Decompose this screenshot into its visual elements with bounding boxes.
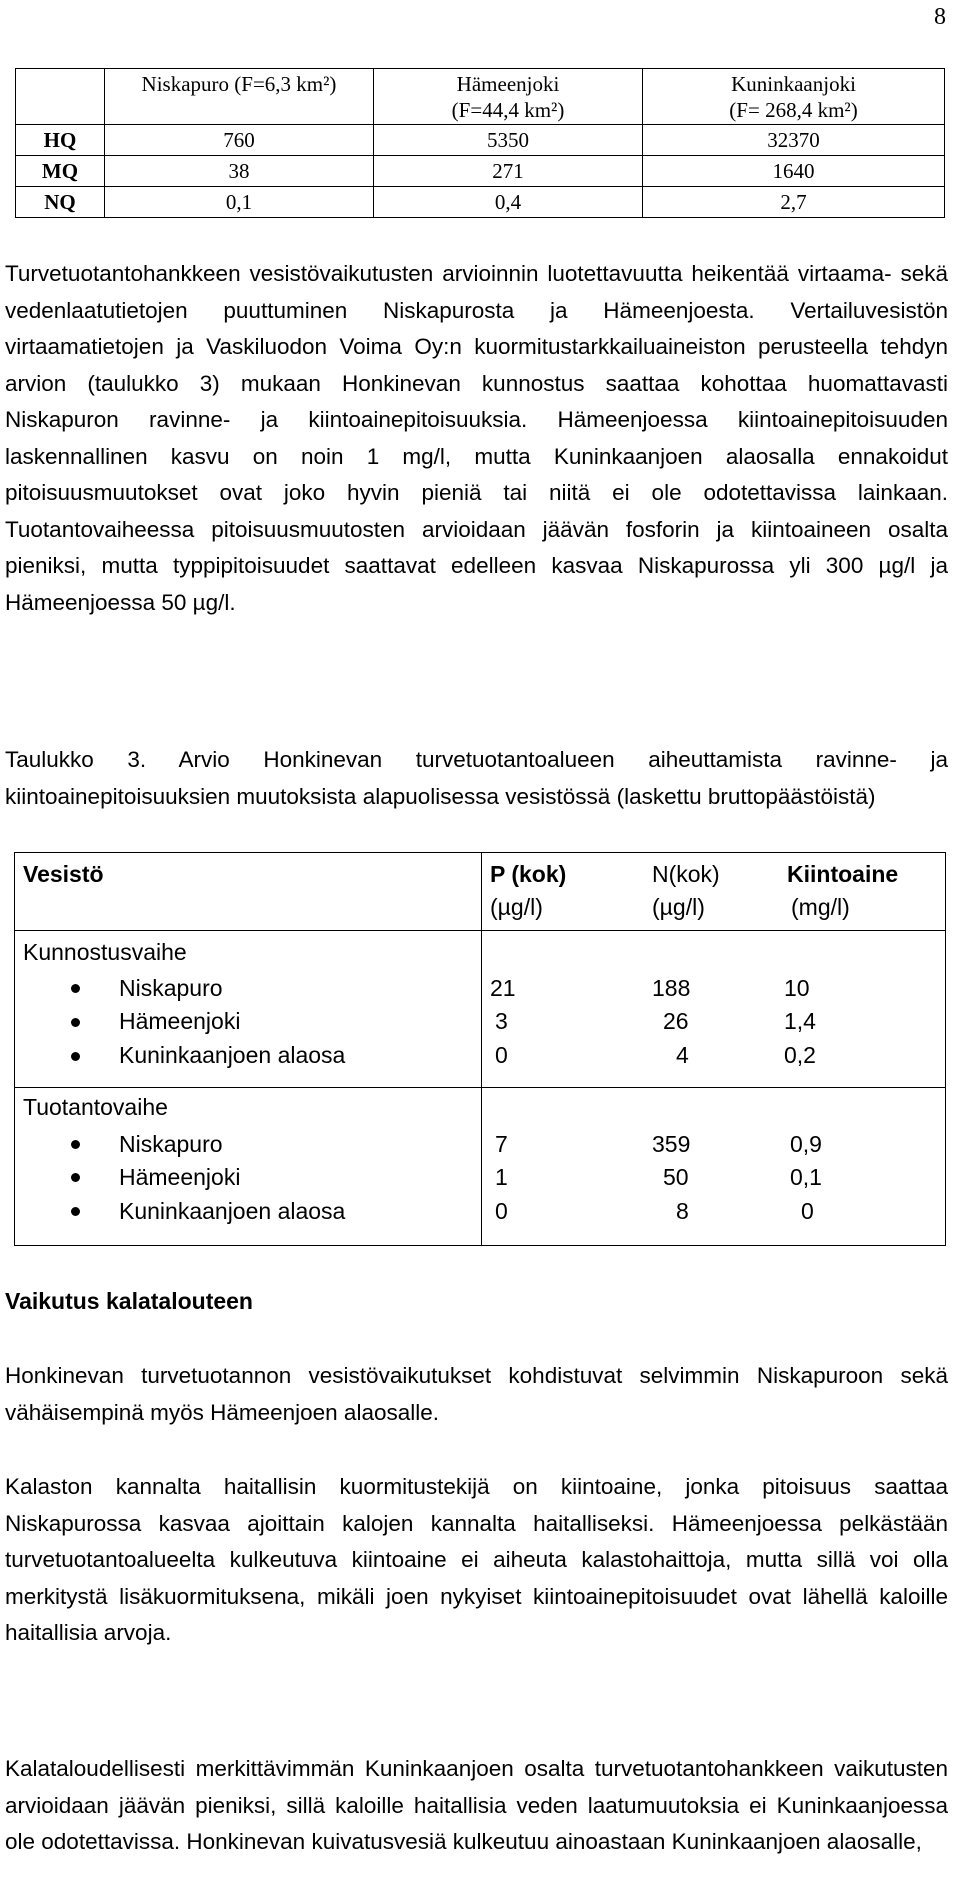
paragraph-water-quality: Turvetuotantohankkeen vesistövaikutusten arvioinnin luotettavuutta heikentää virtaama- sekä vedenlaatutietojen puuttuminen Niskapurosta ja Hämeenjoesta. Vertailuvesistön virtaamatietojen ja Vaskiluodon Voima Oy:n kuormitustarkkailuaineiston perusteella tehdyn arvion (taulukko 3) mukaan Honkinevan kunnostus saattaa kohottaa huomattavasti Niskapuron ravinne- ja kiintoainepitoisuuksia. Hämeenjoessa kiintoainepitoisuuden laskennallinen kasvu on noin 1 mg/l, mutta Kuninkaanjoen alaosalla ennakoidut pitoisuusmuutokset ovat joko hyvin pieniä tai niitä ei ole odotettavissa lainkaan. Tuotantovaiheessa pitoisuusmuutosten arvioidaan jäävän fosforin ja kiintoaineen osalta pieniksi, mutta typpipitoisuudet saattavat edelleen kasvaa Niskapurossa yli 300 µg/l ja Hämeenjoessa 50 µg/l.	[5, 261, 948, 615]
page-number: 8	[934, 4, 946, 30]
bullet-icon	[71, 1140, 80, 1149]
header-p-unit: (µg/l)	[490, 894, 543, 920]
flow-header-hameenjoki: Hämeenjoki (F=44,4 km²)	[374, 69, 643, 125]
cell-p: 0	[495, 1042, 508, 1068]
cell-kuninkaanjoki: 32370	[643, 125, 945, 156]
row-name: Niskapuro	[119, 975, 223, 1001]
cell-n: 8	[676, 1198, 689, 1224]
bullet-icon	[71, 1173, 80, 1182]
cell-niskapuro: 38	[105, 156, 374, 187]
cell-n: 4	[676, 1042, 689, 1068]
header-n-kok: N(kok)	[652, 861, 720, 887]
flow-table-header	[16, 69, 945, 125]
row-name: Kuninkaanjoen alaosa	[119, 1198, 346, 1224]
section-title: Kunnostusvaihe	[23, 939, 187, 965]
cell-p: 1	[495, 1164, 508, 1190]
cell-n: 26	[663, 1008, 689, 1034]
cell-k: 0,2	[784, 1042, 816, 1068]
table-row	[16, 187, 945, 218]
cell-p: 21	[490, 975, 516, 1001]
row-label: HQ	[16, 125, 105, 156]
cell-p: 0	[495, 1198, 508, 1224]
cell-k: 10	[784, 975, 810, 1001]
row-label: NQ	[16, 187, 105, 218]
bullet-icon	[71, 1018, 80, 1027]
bullet-icon	[71, 1052, 80, 1061]
cell-hameenjoki: 271	[374, 156, 643, 187]
cell-niskapuro: 760	[105, 125, 374, 156]
cell-niskapuro: 0,1	[105, 187, 374, 218]
cell-hameenjoki: 0,4	[374, 187, 643, 218]
header-k-unit: (mg/l)	[791, 894, 850, 920]
paragraph-suspended-solids: Kalaston kannalta haitallisin kuormitustekijä on kiintoaine, jonka pitoisuus saattaa Niskapurossa kasvaa ajoittain kalojen kannalta haitalliseksi. Hämeenjoessa pelkästään turvetuotantoalueelta kulkeutuva kiintoaine ei aiheuta kalastohaittoja, mutta sillä voi olla merkitystä lisäkuormituksena, mikäli joen nykyiset kiintoainepitoisuudet ovat lähellä kaloille haitallisia arvoja.	[5, 1474, 948, 1645]
cell-n: 359	[652, 1131, 691, 1157]
table3-header-divider	[15, 930, 945, 931]
cell-hameenjoki: 5350	[374, 125, 643, 156]
header-p-kok: P (kok)	[490, 861, 567, 887]
table3-section-divider	[15, 1087, 945, 1088]
cell-k: 0,9	[790, 1131, 822, 1157]
row-name: Kuninkaanjoen alaosa	[119, 1042, 346, 1068]
bullet-icon	[71, 1207, 80, 1216]
flow-header-kuninkaanjoki: Kuninkaanjoki (F= 268,4 km²)	[643, 69, 945, 125]
cell-k: 1,4	[784, 1008, 816, 1034]
bullet-icon	[71, 984, 80, 993]
row-name: Niskapuro	[119, 1131, 223, 1157]
table3-column-divider	[481, 853, 482, 1245]
section-title: Tuotantovaihe	[23, 1094, 168, 1120]
cell-k: 0,1	[790, 1164, 822, 1190]
section-heading: Vaikutus kalatalouteen	[5, 1288, 253, 1314]
cell-kuninkaanjoki: 1640	[643, 156, 945, 187]
cell-n: 50	[663, 1164, 689, 1190]
flow-table-corner	[16, 69, 105, 125]
cell-p: 7	[495, 1131, 508, 1157]
paragraph-kuninkaanjoki: Kalataloudellisesti merkittävimmän Kuninkaanjoen osalta turvetuotantohankkeen vaikutusten arvioidaan jäävän pieniksi, sillä kaloille haitallisia veden laatumuutoksia ei Kuninkaanjoessa ole odotettavissa. Honkinevan kuivatusvesiä kulkeutuu ainoastaan Kuninkaanjoen alaosalle,	[5, 1756, 948, 1854]
cell-p: 3	[495, 1008, 508, 1034]
table-row	[16, 156, 945, 187]
row-name: Hämeenjoki	[119, 1164, 241, 1190]
header-n-unit: (µg/l)	[652, 894, 705, 920]
cell-kuninkaanjoki: 2,7	[643, 187, 945, 218]
header-vesisto: Vesistö	[23, 861, 104, 887]
table3-caption: Taulukko 3. Arvio Honkinevan turvetuotantoalueen aiheuttamista ravinne- ja kiintoainepitoisuuksien muutoksista alapuolisessa vesistössä (laskettu bruttopäästöistä)	[5, 747, 948, 809]
flow-table	[15, 68, 945, 218]
table-row	[16, 125, 945, 156]
header-kiintoaine: Kiintoaine	[787, 861, 899, 887]
cell-n: 188	[652, 975, 691, 1001]
row-label: MQ	[16, 156, 105, 187]
paragraph-fishery-intro: Honkinevan turvetuotannon vesistövaikutukset kohdistuvat selvimmin Niskapuroon sekä vähäisempinä myös Hämeenjoen alaosalle.	[5, 1363, 948, 1425]
flow-header-niskapuro: Niskapuro (F=6,3 km²)	[105, 69, 374, 125]
table3	[14, 852, 946, 1246]
cell-k: 0	[801, 1198, 814, 1224]
row-name: Hämeenjoki	[119, 1008, 241, 1034]
